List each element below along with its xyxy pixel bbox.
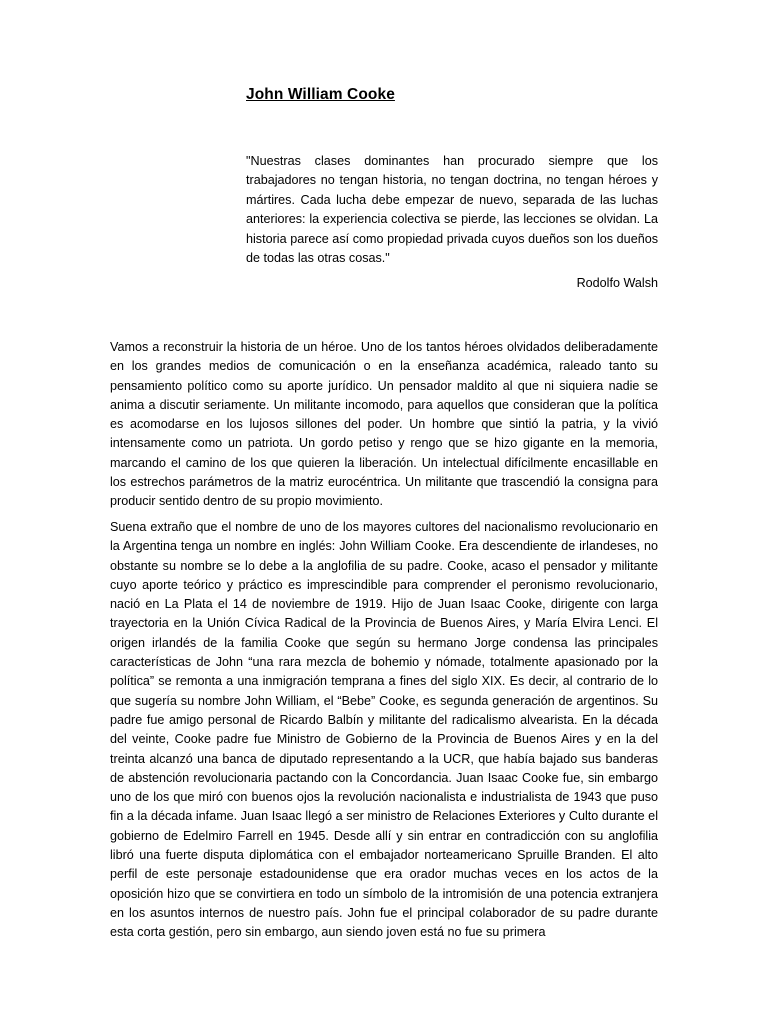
body-paragraph: Suena extraño que el nombre de uno de los mayores cultores del nacionalismo revolucionario en la Argentina tenga un nombre en inglés: John William Cooke. Era descendiente de irlandeses, no obstante su nombre se lo debe a la anglofilia de su padre. Cooke, acaso el pensador y militante cuyo aporte teórico y práctico es imprescindible para comprender el peronismo revolucionario, nació en La Plata el 14 de noviembre de 1919. Hijo de Juan Isaac Cooke, dirigente con larga trayectoria en la Unión Cívica Radical de la Provincia de Buenos Aires, y María Elvira Lenci. El origen irlandés de la familia Cooke que según su hermano Jorge condensa las principales características de John “una rara mezcla de bohemio y nómade, totalmente apasionado por la política” se remonta a una inmigración temprana a fines del siglo XIX. Es decir, al contrario de lo que sugería su nombre John William, el “Bebe” Cooke, es segunda generación de argentinos. Su padre fue amigo personal de Ricardo Balbín y militante del radicalismo alvearista. En la década del veinte, Cooke padre fue Ministro de Gobierno de la Provincia de Buenos Aires y en la del treinta alcanzó una banca de diputado representando a la UCR, que había bajado sus banderas de abstención revolucionaria pactando con la Concordancia. Juan Isaac Cooke fue, sin embargo uno de los que miró con buenos ojos la revolución nacionalista e industrialista de 1943 que puso fin a la década infame. Juan Isaac llegó a ser ministro de Relaciones Exteriores y Culto durante el gobierno de Edelmiro Farrell en 1945. Desde allí y sin entrar en contradicción con su anglofilia libró una fuerte disputa diplomática con el embajador norteamericano Spruille Branden. El alto perfil de este personaje estadounidense que era orador muchas veces en los actos de la oposición hizo que se convirtiera en todo un símbolo de la intromisión de una potencia extranjera en los asuntos internos de nuestro país. John fue el principal colaborador de su padre durante esta corta gestión, pero sin embargo, aun siendo joven está no fue su primera: [110, 520, 658, 940]
epigraph-author: Rodolfo Walsh: [576, 276, 658, 290]
body-paragraph: Vamos a reconstruir la historia de un héroe. Uno de los tantos héroes olvidados deliberadamente en los grandes medios de comunicación o en la enseñanza académica, raleado tanto su pensamiento político como su aporte jurídico. Un pensador maldito al que ni siquiera nadie se anima a discutir seriamente. Un militante incomodo, para aquellos que consideran que la política es acomodarse en los lujosos sillones del poder. Un hombre que sintió la patria, y la vivió intensamente como un patriota. Un gordo petiso y rengo que se hizo gigante en la memoria, marcando el camino de los que quieren la liberación. Un intelectual difícilmente encasillable en los estrechos parámetros de la matriz eurocéntrica. Un militante que trascendió la consigna para producir sentido dentro de su propio movimiento.: [110, 340, 658, 509]
epigraph-quote: "Nuestras clases dominantes han procurado siempre que los trabajadores no tengan historia, no tengan doctrina, no tengan héroes y mártires. Cada lucha debe empezar de nuevo, separada de las luchas anteriores: la experiencia colectiva se pierde, las lecciones se olvidan. La historia parece así como propiedad privada cuyos dueños son los dueños de todas las otras cosas.": [246, 154, 658, 266]
document-title: John William Cooke: [246, 86, 395, 103]
